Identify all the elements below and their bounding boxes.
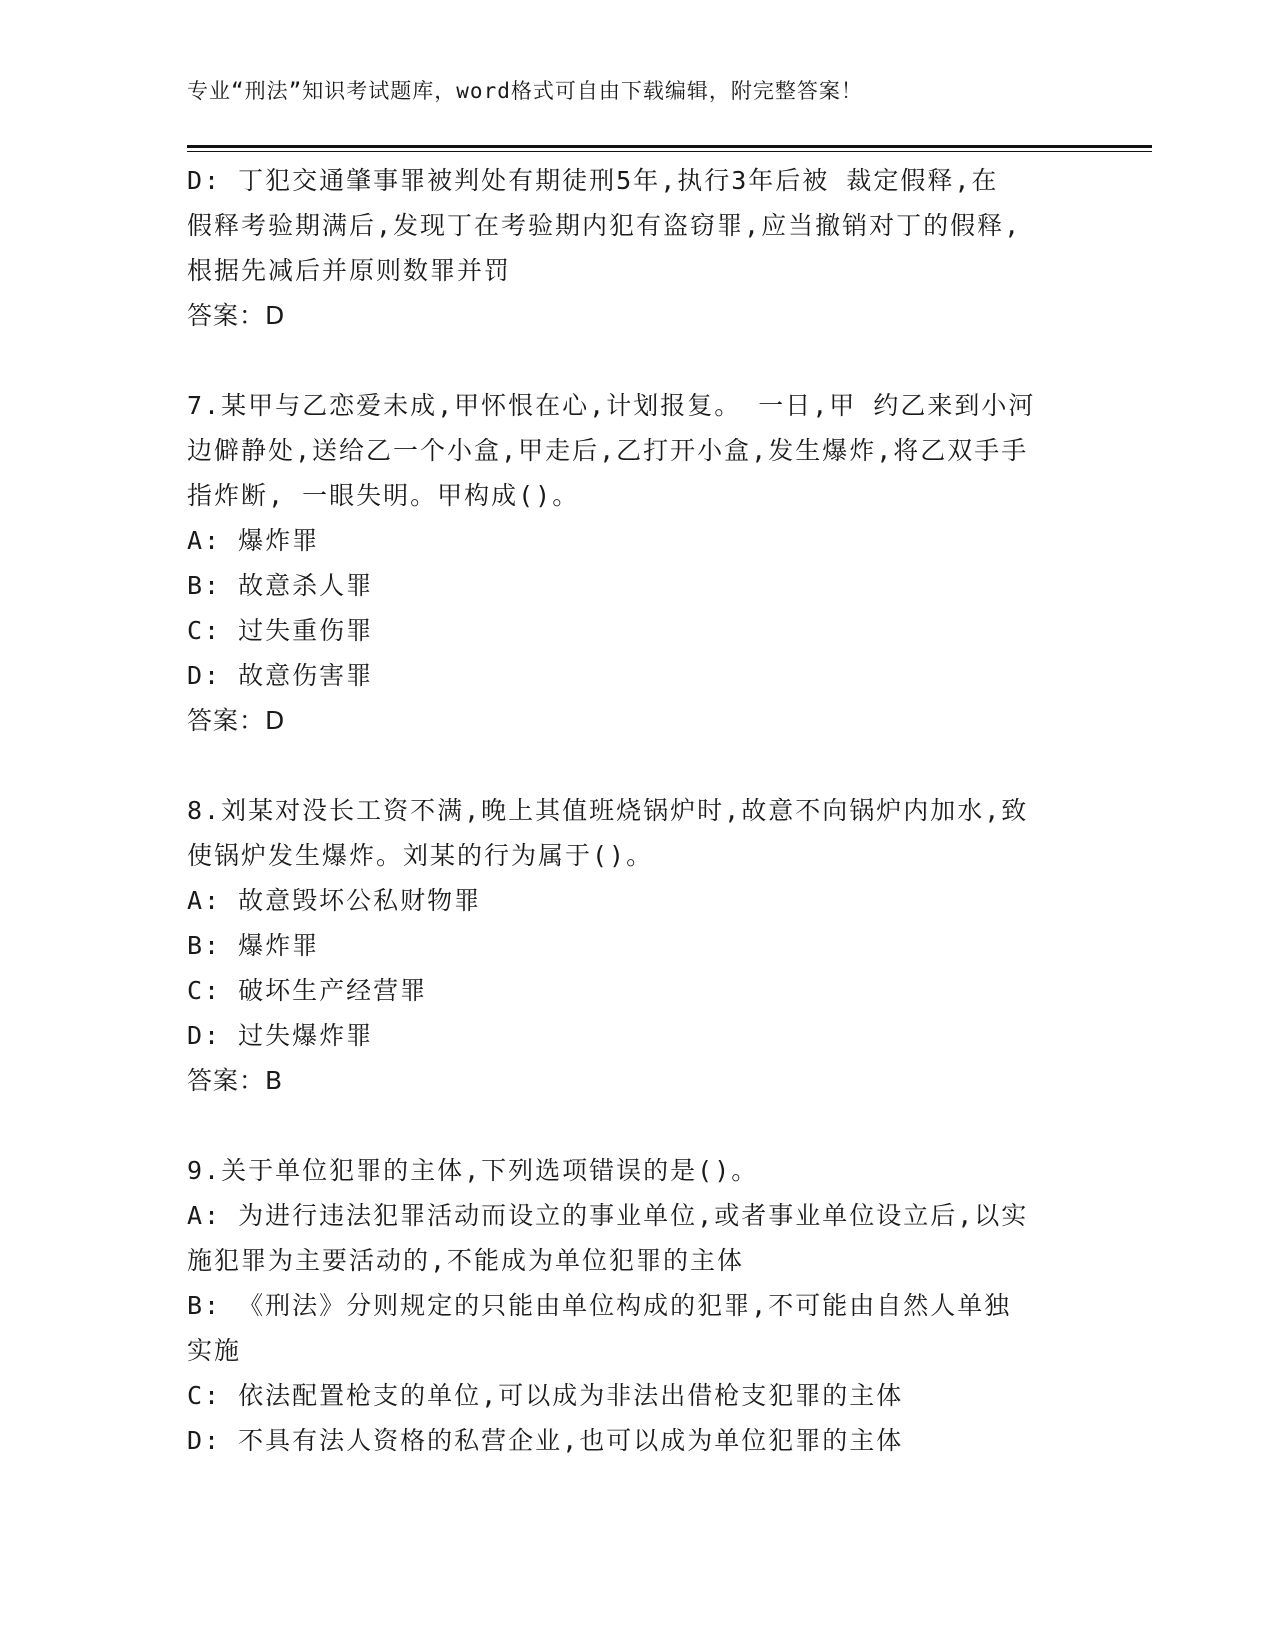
question-stem-line: 使锅炉发生爆炸。刘某的行为属于()。 bbox=[187, 841, 654, 870]
header-rule-thick bbox=[187, 145, 1152, 148]
option-line: 根据先减后并原则数罪并罚 bbox=[187, 256, 512, 285]
question-7 bbox=[187, 383, 1107, 743]
option-c: C: 过失重伤罪 bbox=[187, 616, 374, 645]
answer-line: 答案：D bbox=[187, 301, 286, 330]
question-stem-line: 指炸断, 一眼失明。甲构成()。 bbox=[187, 481, 580, 510]
option-d: D: 故意伤害罪 bbox=[187, 661, 374, 690]
question-stem-line: 9.关于单位犯罪的主体,下列选项错误的是()。 bbox=[187, 1156, 759, 1185]
question-stem-line: 边僻静处,送给乙一个小盒,甲走后,乙打开小盒,发生爆炸,将乙双手手 bbox=[187, 436, 1029, 465]
question-9 bbox=[187, 1148, 1107, 1463]
option-a: A: 爆炸罪 bbox=[187, 526, 320, 555]
header-rule-thin bbox=[187, 151, 1152, 152]
option-line: C: 依法配置枪支的单位,可以成为非法出借枪支犯罪的主体 bbox=[187, 1381, 904, 1410]
option-line: B: 《刑法》分则规定的只能由单位构成的犯罪,不可能由自然人单独 bbox=[187, 1291, 1012, 1320]
option-a: A: 故意毁坏公私财物罪 bbox=[187, 886, 482, 915]
option-line: D: 不具有法人资格的私营企业,也可以成为单位犯罪的主体 bbox=[187, 1426, 904, 1455]
option-line: 施犯罪为主要活动的,不能成为单位犯罪的主体 bbox=[187, 1246, 745, 1275]
answer-line: 答案：D bbox=[187, 706, 286, 735]
document-body bbox=[187, 158, 1107, 1463]
option-b: B: 爆炸罪 bbox=[187, 931, 320, 960]
carryover-block bbox=[187, 158, 1107, 338]
page-header: 专业“刑法”知识考试题库，word格式可自由下载编辑，附完整答案！ bbox=[187, 79, 863, 103]
option-line: 假释考验期满后,发现丁在考验期内犯有盗窃罪,应当撤销对丁的假释, bbox=[187, 211, 1022, 240]
answer-line: 答案：B bbox=[187, 1066, 284, 1095]
option-b: B: 故意杀人罪 bbox=[187, 571, 374, 600]
option-line: 实施 bbox=[187, 1336, 242, 1365]
option-d: D: 过失爆炸罪 bbox=[187, 1021, 374, 1050]
option-line: D: 丁犯交通肇事罪被判处有期徒刑5年,执行3年后被 裁定假释,在 bbox=[187, 166, 999, 195]
question-stem-line: 8.刘某对没长工资不满,晚上其值班烧锅炉时,故意不向锅炉内加水,致 bbox=[187, 796, 1029, 825]
option-line: A: 为进行违法犯罪活动而设立的事业单位,或者事业单位设立后,以实 bbox=[187, 1201, 1029, 1230]
option-c: C: 破坏生产经营罪 bbox=[187, 976, 428, 1005]
question-8 bbox=[187, 788, 1107, 1103]
question-stem-line: 7.某甲与乙恋爱未成,甲怀恨在心,计划报复。 一日,甲 约乙来到小河 bbox=[187, 391, 1036, 420]
